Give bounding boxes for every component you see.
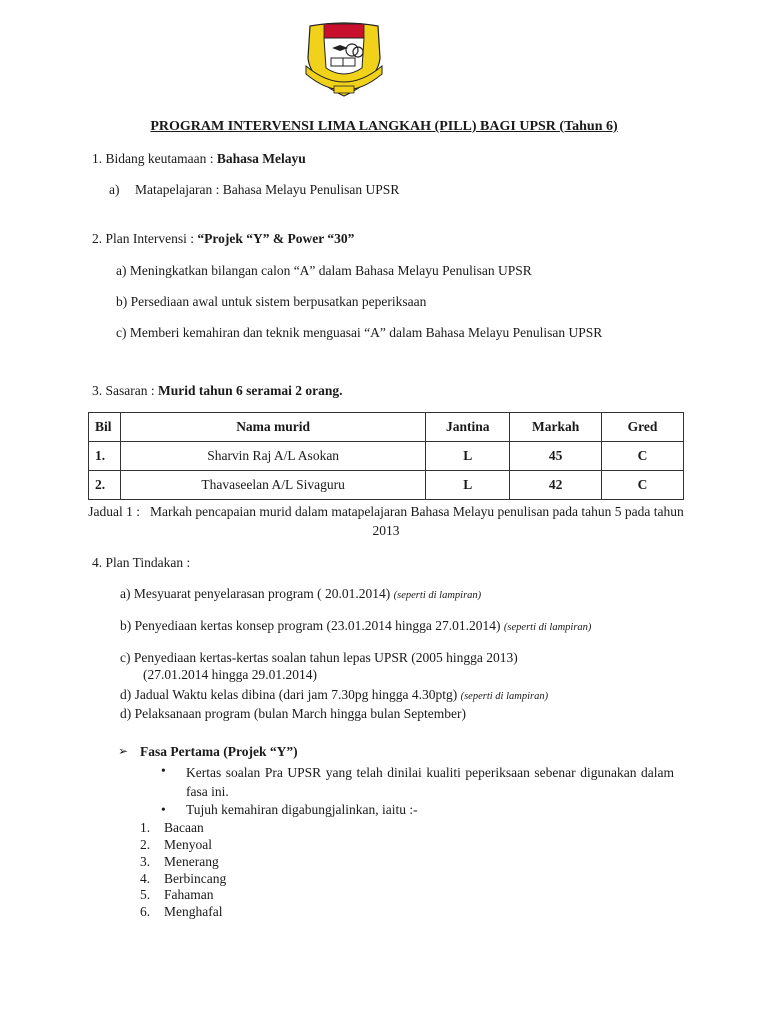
skill-text: Berbincang [164,871,227,886]
phase1-bullet1: Kertas soalan Pra UPSR yang telah dinilai kualiti peperiksaan sebenar digunakan dalam fasa ini. [186,765,674,799]
skill-text: Menerang [164,854,219,869]
section3-prefix: 3. Sasaran : [92,383,158,398]
list-item [140,887,214,903]
section4-item-c-line1: c) Penyediaan kertas-kertas soalan tahun lepas UPSR (2005 hingga 2013) [120,650,518,665]
skill-num: 1. [140,820,151,835]
section2-item-c: c) Memberi kemahiran dan teknik menguasai “A” dalam Bahasa Melayu Penulisan UPSR [116,325,603,340]
cell-jantina: L [426,442,510,471]
section2-item-a: a) Meningkatkan bilangan calon “A” dalam Bahasa Melayu Penulisan UPSR [116,263,532,278]
item-d1-note: (seperti di lampiran) [460,691,549,702]
item-d1-text: d) Jadual Waktu kelas dibina (dari jam 7.30pg hingga 4.30ptg) [120,687,458,702]
skill-text: Bacaan [164,820,204,835]
section4-item-a [120,586,481,602]
page-title: PROGRAM INTERVENSI LIMA LANGKAH (PILL) BAGI UPSR (Tahun 6) [150,119,618,134]
section4-heading: 4. Plan Tindakan : [92,555,191,570]
arrow-bullet-icon: ➢ [118,744,129,758]
section2-prefix: 2. Plan Intervensi : [92,231,198,246]
cell-markah: 42 [510,471,602,500]
table-header-row [89,413,684,442]
list-item [140,871,227,887]
skill-text: Menyoal [164,837,212,852]
section3-line [92,383,343,399]
item-a-text: a) Mesyuarat penyelarasan program ( 20.01.2014) [120,586,391,601]
section1-prefix: 1. Bidang keutamaan : [92,151,217,166]
skill-num: 3. [140,854,151,869]
student-table [88,412,684,500]
table-row [89,442,684,471]
bullet-icon: • [161,763,166,778]
list-item [140,904,223,920]
section4-item-d1 [120,687,548,703]
skill-num: 2. [140,837,151,852]
bullet-icon: • [161,802,166,817]
skill-text: Fahaman [164,887,214,902]
section2-item-b: b) Persediaan awal untuk sistem berpusatkan peperiksaan [116,294,427,309]
table-caption [88,502,684,540]
cell-markah: 45 [510,442,602,471]
cell-gred: C [602,471,684,500]
section3-value: Murid tahun 6 seramai 2 orang. [157,383,343,398]
caption-text: Markah pencapaian murid dalam matapelajaran Bahasa Melayu penulisan pada tahun 5 pada tahun 2013 [149,504,684,538]
caption-lead: Jadual 1 : [88,504,140,519]
cell-bil: 1. [89,442,121,471]
skill-num: 6. [140,904,151,919]
list-item [140,837,212,853]
cell-bil: 2. [89,471,121,500]
section1-sub-letter: a) [109,182,120,197]
cell-gred: C [602,442,684,471]
phase1-title: Fasa Pertama (Projek “Y”) [140,744,298,759]
section4-item-d2: d) Pelaksanaan program (bulan March hingga bulan September) [120,706,467,721]
cell-jantina: L [426,471,510,500]
phase1-bullet2: Tujuh kemahiran digabungjalinkan, iaitu :- [186,802,418,817]
item-b-text: b) Penyediaan kertas konsep program (23.01.2014 hingga 27.01.2014) [120,618,501,633]
section2-value: “Projek “Y” & Power “30” [197,231,355,246]
header-markah: Markah [510,413,602,442]
header-jantina: Jantina [426,413,510,442]
section2-line [92,231,354,247]
section1-line [92,151,306,167]
header-gred: Gred [602,413,684,442]
skill-num: 5. [140,887,151,902]
cell-nama: Thavaseelan A/L Sivaguru [120,471,425,500]
school-crest-logo [302,18,386,100]
section1-sub [109,182,400,198]
skill-num: 4. [140,871,151,886]
skill-text: Menghafal [164,904,223,919]
cell-nama: Sharvin Raj A/L Asokan [120,442,425,471]
header-bil: Bil [89,413,121,442]
list-item [140,820,204,836]
item-a-note: (seperti di lampiran) [393,590,482,601]
item-b-note: (seperti di lampiran) [503,622,592,633]
section1-value: Bahasa Melayu [216,151,306,166]
section1-sub-text: Matapelajaran : Bahasa Melayu Penulisan UPSR [135,182,400,197]
table-row [89,471,684,500]
section4-item-b [120,618,591,634]
section4-item-c-line2: (27.01.2014 hingga 29.01.2014) [143,667,317,682]
list-item [140,854,219,870]
header-nama: Nama murid [120,413,425,442]
